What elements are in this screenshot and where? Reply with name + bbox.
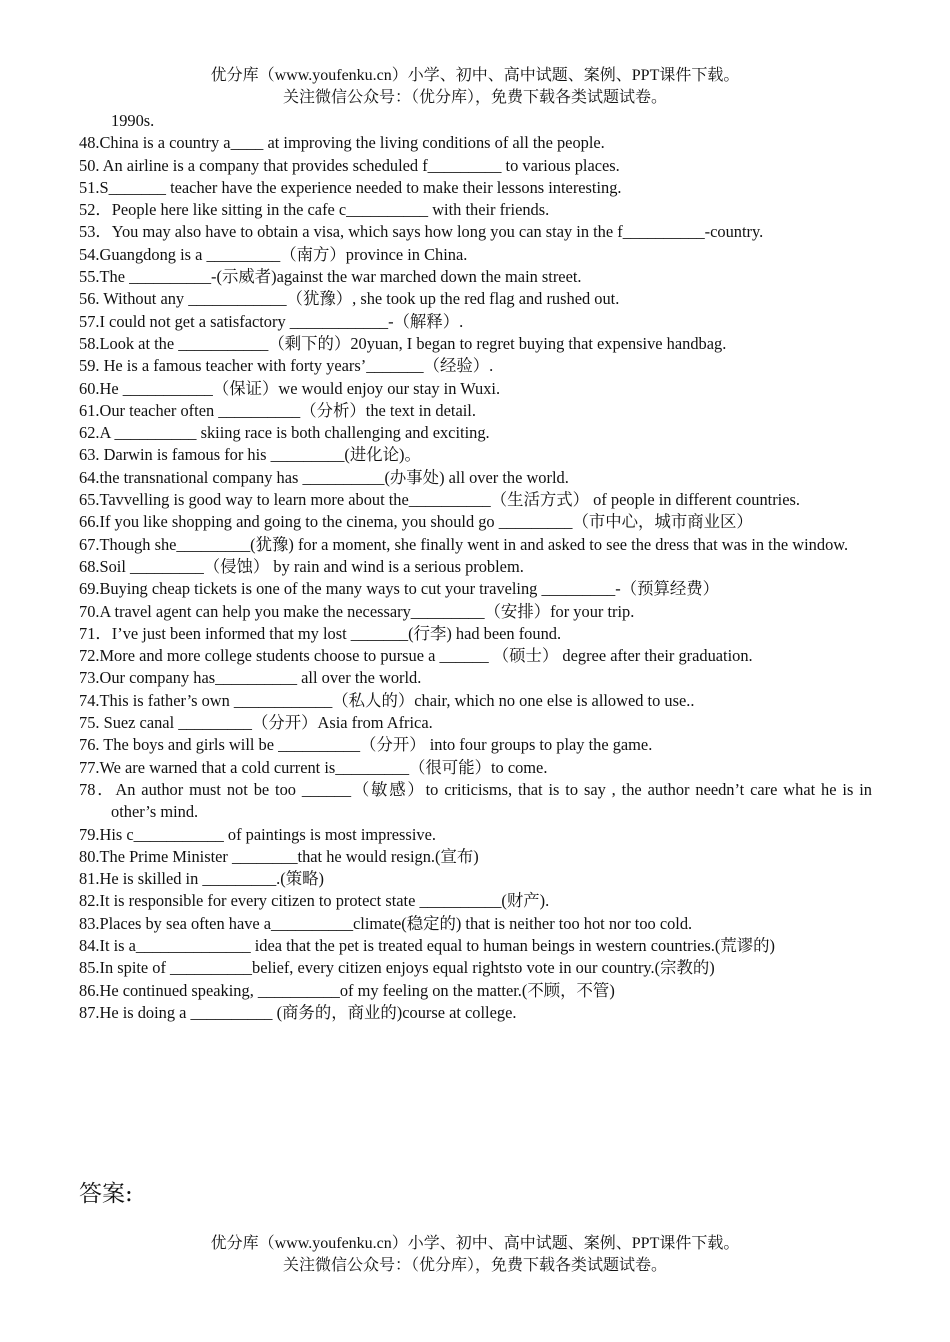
question-item: 86.He continued speaking, __________of my feeling on the matter.(不顾，不管)	[79, 980, 615, 1000]
question-item: 66.If you like shopping and going to the cinema, you should go _________（市中心，城市商业区）	[79, 512, 753, 532]
question-item: 67.Though she_________(犹豫) for a moment, she finally went in and asked to see the dress that was in the window.	[79, 534, 849, 554]
footer-line-1: 优分库（www.youfenku.cn）小学、初中、高中试题、案例、PPT课件下载。	[210, 1235, 740, 1252]
question-item: 51.S_______ teacher have the experience needed to make their lessons interesting.	[79, 177, 622, 197]
question-item: 71．I’ve just been informed that my lost _______(行李) had been found.	[79, 623, 562, 643]
footer-line-2: 关注微信公众号：（优分库），免费下载各类试题试卷。	[282, 1257, 667, 1274]
question-item: 48.China is a country a____ at improving the living conditions of all the people.	[79, 133, 605, 153]
question-item: 84.It is a______________ idea that the pet is treated equal to human beings in western countries.(荒谬的)	[79, 935, 775, 955]
question-item: 73.Our company has__________ all over the world.	[79, 668, 422, 688]
question-item: 80.The Prime Minister ________that he would resign.(宣布)	[79, 846, 479, 866]
page-header	[0, 65, 950, 109]
question-item: 70.A travel agent can help you make the necessary_________（安排）for your trip.	[79, 601, 635, 621]
question-item: 68.Soil _________（侵蚀） by rain and wind is a serious problem.	[79, 556, 524, 576]
question-item: 54.Guangdong is a _________（南方）province in China.	[79, 244, 468, 264]
question-item: 64.the transnational company has __________(办事处) all over the world.	[79, 467, 569, 487]
question-item: 56. Without any ____________（犹豫）, she took up the red flag and rushed out.	[79, 289, 620, 309]
question-item: 65.Tavvelling is good way to learn more about the__________（生活方式） of people in different countries.	[79, 490, 800, 510]
question-item: 79.His c___________ of paintings is most impressive.	[79, 824, 436, 844]
question-item: 53．You may also have to obtain a visa, which says how long you can stay in the f__________-country.	[79, 222, 764, 242]
question-item: 62.A __________ skiing race is both challenging and exciting.	[79, 423, 490, 443]
question-item: 59. He is a famous teacher with forty years’_______（经验）.	[79, 356, 494, 376]
question-item: 85.In spite of __________belief, every citizen enjoys equal rightsto vote in our country.(宗教的)	[79, 958, 715, 978]
question-item: 55.The __________-(示威者)against the war marched down the main street.	[79, 267, 582, 287]
question-item: 72.More and more college students choose to pursue a ______ （硕士） degree after their graduation.	[79, 646, 753, 666]
question-item: 58.Look at the ___________（剩下的）20yuan, I began to regret buying that expensive handbag.	[79, 333, 727, 353]
question-item: 69.Buying cheap tickets is one of the many ways to cut your traveling _________-（预算经费）	[79, 579, 720, 599]
question-item: 60.He ___________（保证）we would enjoy our stay in Wuxi.	[79, 378, 501, 398]
question-item: 61.Our teacher often __________（分析）the text in detail.	[79, 400, 476, 420]
question-item: 63. Darwin is famous for his _________(进化论)。	[79, 445, 421, 465]
question-item: 87.He is doing a __________ (商务的，商业的)course at college.	[79, 1002, 517, 1022]
question-item: 83.Places by sea often have a__________climate(稳定的) that is neither too hot nor too cold.	[79, 913, 693, 933]
question-item: 77.We are warned that a cold current is_________（很可能）to come.	[79, 757, 548, 777]
question-item: 57.I could not get a satisfactory ____________-（解释）.	[79, 311, 464, 331]
question-item: 82.It is responsible for every citizen to protect state __________(财产).	[79, 891, 550, 911]
page-footer	[0, 1233, 950, 1277]
question-item: 50. An airline is a company that provides scheduled f_________ to various places.	[79, 155, 620, 175]
header-line-2: 关注微信公众号：（优分库），免费下载各类试题试卷。	[282, 89, 667, 106]
answer-heading: 答案:	[79, 1181, 133, 1207]
question-list	[79, 110, 872, 1024]
question-item: 76. The boys and girls will be __________（分开） into four groups to play the game.	[79, 735, 653, 755]
question-item: 81.He is skilled in _________.(策略)	[79, 869, 324, 889]
header-line-1: 优分库（www.youfenku.cn）小学、初中、高中试题、案例、PPT课件下载。	[210, 67, 740, 84]
question-item: 75. Suez canal _________（分开）Asia from Africa.	[79, 713, 433, 733]
question-item: 78．An author must not be too ______（敏感）to criticisms, that is to say , the author needn’t care what he is in other’s mind.	[79, 779, 872, 822]
question-item: 52．People here like sitting in the cafe c__________ with their friends.	[79, 200, 550, 220]
question-item: 1990s.	[111, 111, 155, 130]
question-item: 74.This is father’s own ____________（私人的）chair, which no one else is allowed to use..	[79, 690, 695, 710]
